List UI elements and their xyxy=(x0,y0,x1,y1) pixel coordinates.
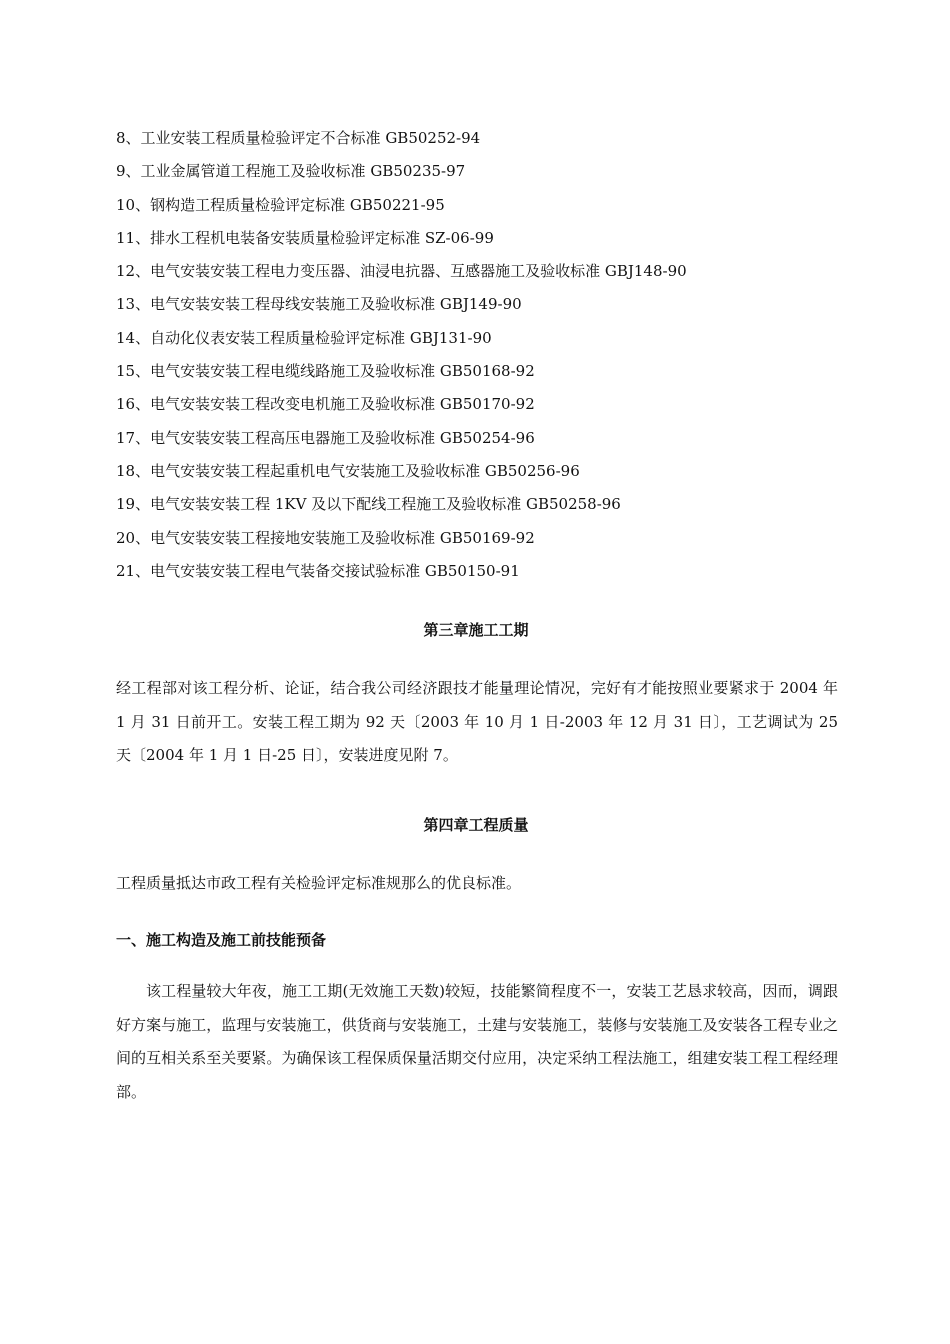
list-item: 18、电气安装安装工程起重机电气安装施工及验收标准 GB50256-96 xyxy=(116,461,580,480)
list-item: 12、电气安装安装工程电力变压器、油浸电抗器、互感器施工及验收标准 GBJ148-90 xyxy=(116,262,687,281)
list-item: 9、工业金属管道工程施工及验收标准 GB50235-97 xyxy=(116,162,466,181)
list-item: 13、电气安装安装工程母线安装施工及验收标准 GBJ149-90 xyxy=(116,295,522,314)
list-item: 16、电气安装安装工程改变电机施工及验收标准 GB50170-92 xyxy=(116,395,535,414)
standards-list xyxy=(116,122,846,588)
list-item: 10、钢构造工程质量检验评定标准 GB50221-95 xyxy=(116,195,445,214)
list-item: 17、电气安装安装工程高压电器施工及验收标准 GB50254-96 xyxy=(116,428,535,447)
list-item: 21、电气安装安装工程电气装备交接试验标准 GB50150-91 xyxy=(116,561,520,580)
list-item: 14、自动化仪表安装工程质量检验评定标准 GBJ131-90 xyxy=(116,328,492,347)
chapter-4-title: 第四章工程质量 xyxy=(423,816,529,834)
section-1-heading: 一、施工构造及施工前技能预备 xyxy=(116,931,327,949)
list-item: 20、电气安装安装工程接地安装施工及验收标准 GB50169-92 xyxy=(116,528,535,547)
section-1-paragraph: 该工程量较大年夜，施工工期(无效施工天数)较短，技能繁简程度不一，安装工艺恳求较高，因而，调跟好方案与施工，监理与安装施工，供货商与安装施工，土建与安装施工，装修与安装施工及安装各工程专业之间的互相关系至关要紧。为确保该工程保质保量活期交付应用，决定采纳工程法施工，组建安装工程工程经理部。 xyxy=(116,982,838,1101)
list-item: 15、电气安装安装工程电缆线路施工及验收标准 GB50168-92 xyxy=(116,362,535,381)
chapter-4-paragraph: 工程质量抵达市政工程有关检验评定标准规那么的优良标准。 xyxy=(116,874,522,892)
chapter-3-title: 第三章施工工期 xyxy=(423,621,529,639)
list-item: 19、电气安装安装工程 1KV 及以下配线工程施工及验收标准 GB50258-96 xyxy=(116,495,621,514)
list-item: 8、工业安装工程质量检验评定不合标准 GB50252-94 xyxy=(116,129,481,147)
list-item: 11、排水工程机电装备安装质量检验评定标准 SZ-06-99 xyxy=(116,228,494,247)
chapter-3-paragraph: 经工程部对该工程分析、论证，结合我公司经济跟技才能量理论情况，完好有才能按照业要紧求于 2004 年 1 月 31 日前开工。安装工程工期为 92 天〔2003 年 10 月 1 日-2003 年 12 月 31 日〕，工艺调试为 25 天〔2004 年 1 月 1 日-25 日〕，安装进度见附 7。 xyxy=(116,679,838,764)
